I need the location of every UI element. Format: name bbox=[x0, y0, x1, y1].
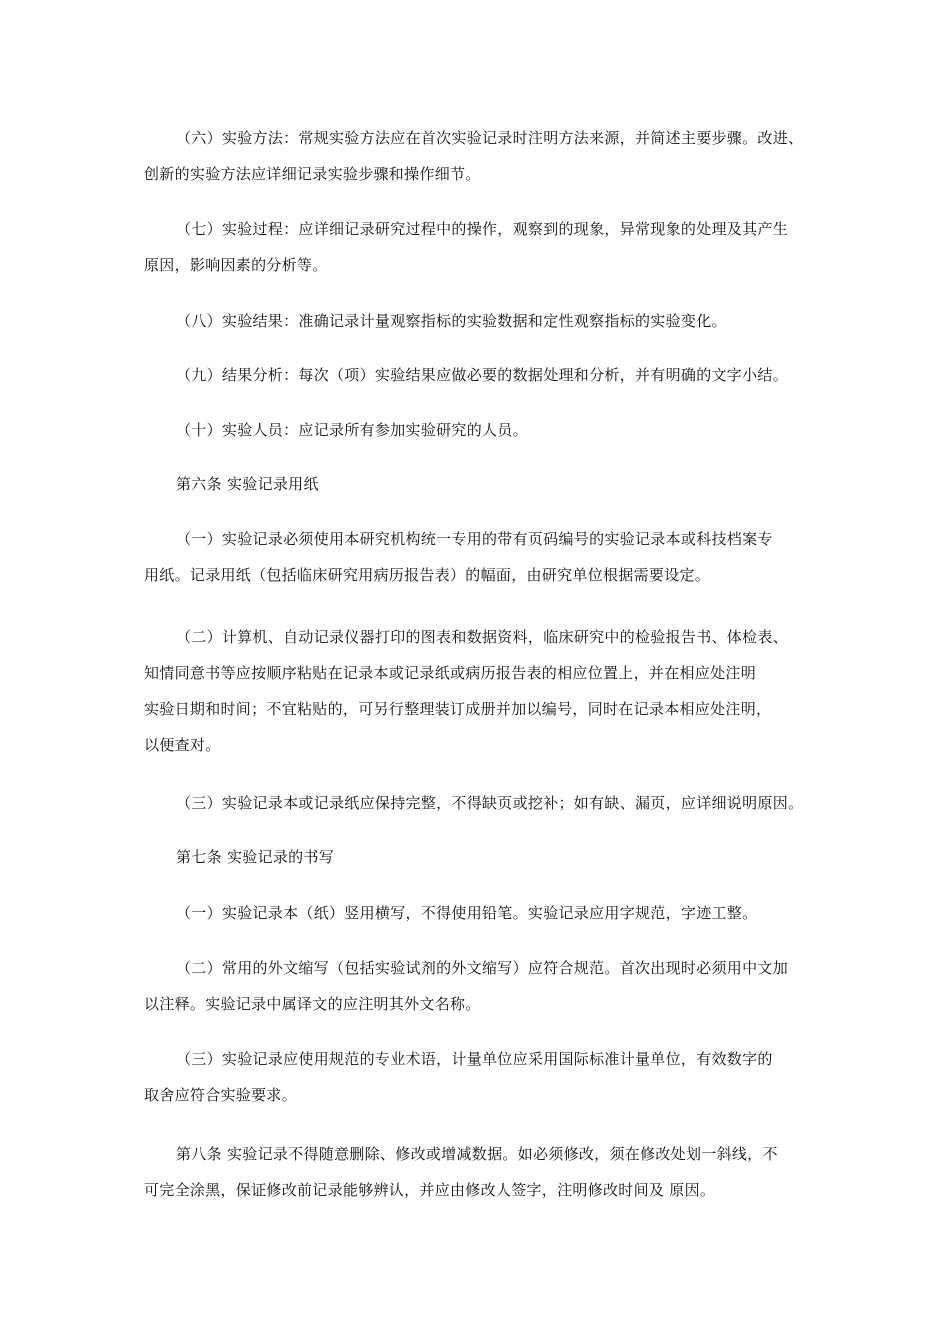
text-line: 创新的实验方法应详细记录实验步骤和操作细节。 bbox=[144, 165, 481, 183]
text-line: （三）实验记录本或记录纸应保持完整，不得缺页或挖补；如有缺、漏页，应详细说明原因。 bbox=[176, 794, 804, 812]
paragraph-experiment-process bbox=[144, 211, 804, 283]
text-line: 第八条 实验记录不得随意删除、修改或增减数据。如必须修改，须在修改处划一斜线，不 bbox=[176, 1145, 778, 1163]
paragraph-writing-2 bbox=[144, 950, 804, 1022]
text-line: 原因，影响因素的分析等。 bbox=[144, 256, 328, 274]
section-heading: 第七条 实验记录的书写 bbox=[176, 848, 335, 866]
paragraph-writing-3 bbox=[144, 1041, 804, 1113]
paragraph-experiment-result bbox=[144, 303, 804, 339]
text-line: 知情同意书等应按顺序粘贴在记录本或记录纸或病历报告表的相应位置上，并在相应处注明 bbox=[144, 664, 757, 682]
paragraph-result-analysis bbox=[144, 357, 804, 393]
text-line: 实验日期和时间；不宜粘贴的，可另行整理装订成册并加以编号，同时在记录本相应处注明， bbox=[144, 700, 772, 718]
text-line: （八）实验结果：准确记录计量观察指标的实验数据和定性观察指标的实验变化。 bbox=[176, 312, 727, 330]
paragraph-article-8 bbox=[144, 1136, 804, 1208]
paragraph-record-paper-2 bbox=[144, 619, 804, 763]
paragraph-record-paper-3 bbox=[144, 785, 804, 821]
paragraph-writing-1 bbox=[144, 895, 804, 931]
text-line: （三）实验记录应使用规范的专业术语，计量单位应采用国际标准计量单位，有效数字的 bbox=[176, 1050, 773, 1068]
paragraph-experiment-method bbox=[144, 120, 804, 192]
text-line: 取舍应符合实验要求。 bbox=[144, 1086, 298, 1104]
paragraph-record-paper-1 bbox=[144, 521, 804, 593]
section-heading: 第六条 实验记录用纸 bbox=[176, 475, 319, 493]
heading-article-7 bbox=[144, 839, 804, 875]
text-line: （一）实验记录必须使用本研究机构统一专用的带有页码编号的实验记录本或科技档案专 bbox=[176, 530, 773, 548]
text-line: （十）实验人员：应记录所有参加实验研究的人员。 bbox=[176, 421, 528, 439]
text-line: 用纸。记录用纸（包括临床研究用病历报告表）的幅面，由研究单位根据需要设定。 bbox=[144, 566, 711, 584]
text-line: 以注释。实验记录中属译文的应注明其外文名称。 bbox=[144, 995, 481, 1013]
text-line: （六）实验方法：常规实验方法应在首次实验记录时注明方法来源，并简述主要步骤。改进、 bbox=[176, 129, 804, 147]
paragraph-experiment-personnel bbox=[144, 412, 804, 448]
text-line: 可完全涂黑，保证修改前记录能够辨认，并应由修改人签字，注明修改时间及 原因。 bbox=[144, 1181, 716, 1199]
text-line: 以便查对。 bbox=[144, 736, 221, 754]
text-line: （一）实验记录本（纸）竖用横写，不得使用铅笔。实验记录应用字规范，字迹工整。 bbox=[176, 904, 758, 922]
text-line: （七）实验过程：应详细记录研究过程中的操作，观察到的现象，异常现象的处理及其产生 bbox=[176, 220, 789, 238]
text-line: （九）结果分析：每次（项）实验结果应做必要的数据处理和分析，并有明确的文字小结。 bbox=[176, 366, 789, 384]
text-line: （二）计算机、自动记录仪器打印的图表和数据资料，临床研究中的检验报告书、体检表、 bbox=[176, 628, 789, 646]
heading-article-6 bbox=[144, 466, 804, 502]
text-line: （二）常用的外文缩写（包括实验试剂的外文缩写）应符合规范。首次出现时必须用中文加 bbox=[176, 959, 789, 977]
